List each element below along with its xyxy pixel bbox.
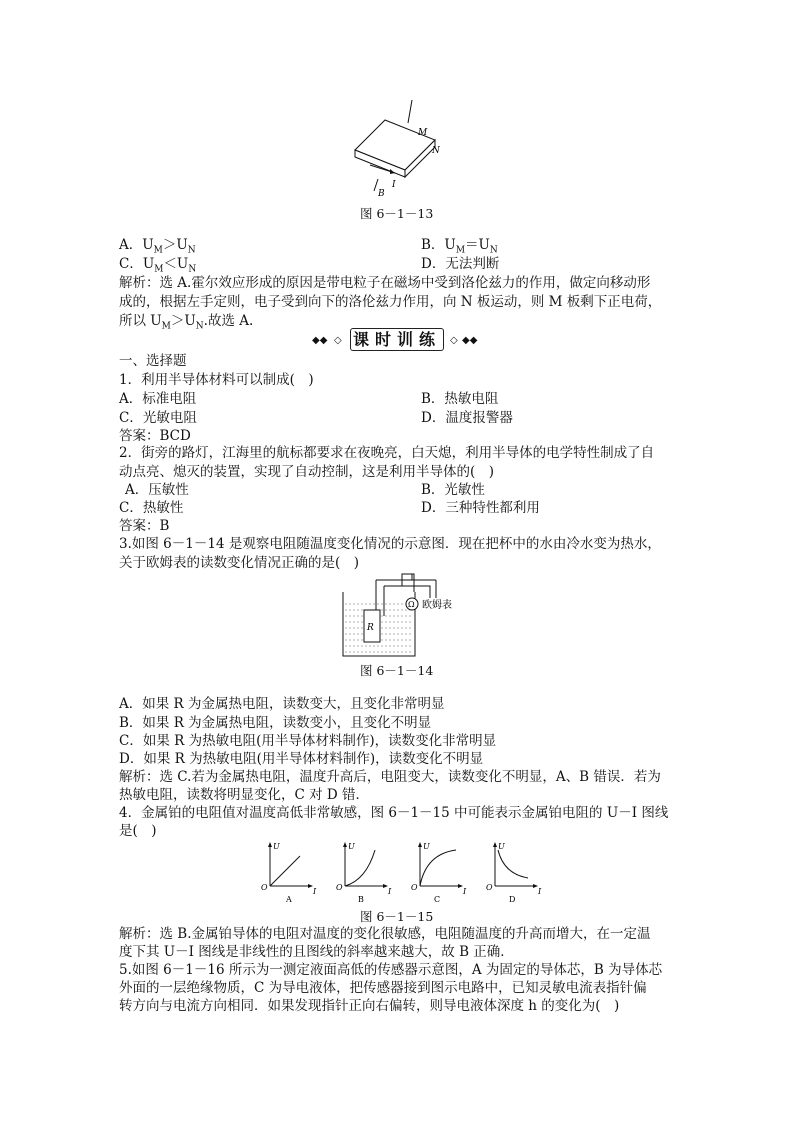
label-B: B bbox=[378, 189, 385, 199]
q3-analysis: 热敏电阻，读数将明显变化，C 对 D 错． bbox=[119, 787, 370, 803]
svg-text:I: I bbox=[538, 887, 542, 896]
label-M: M bbox=[418, 128, 428, 138]
svg-text:O: O bbox=[411, 883, 418, 892]
q2-option-b: B．光敏性 bbox=[421, 482, 485, 498]
ohmmeter-beaker-figure bbox=[340, 572, 470, 658]
resistor-label: R bbox=[367, 623, 374, 633]
svg-text:U: U bbox=[348, 842, 355, 851]
q5-stem: 转方向与电流方向相同．如果发现指针正向右偏转，则导电液体深度 h 的变化为( ) bbox=[119, 998, 620, 1014]
svg-text:U: U bbox=[498, 842, 505, 851]
ui-graphs-figure bbox=[258, 840, 548, 906]
q3-stem: 关于欧姆表的读数变化情况正确的是( ) bbox=[119, 555, 360, 571]
q1-option-d: D．温度报警器 bbox=[421, 410, 513, 426]
banner-title: 课时训练 bbox=[350, 328, 444, 351]
q2-answer: 答案：B bbox=[119, 518, 170, 534]
graph-c bbox=[411, 842, 467, 904]
figure-caption-14: 图 6－1－14 bbox=[360, 663, 434, 678]
svg-text:A: A bbox=[286, 895, 292, 904]
figure-caption-15: 图 6－1－15 bbox=[360, 909, 434, 924]
svg-text:C: C bbox=[434, 895, 441, 904]
diamond-icon: ◆◆ bbox=[312, 335, 328, 346]
label-I: I bbox=[392, 180, 396, 190]
option-b: B．$U_M=U_N$ bbox=[421, 237, 498, 256]
ohmmeter-label: 欧姆表 bbox=[422, 600, 452, 611]
q1-option-c: C．光敏电阻 bbox=[119, 410, 197, 426]
diamond-icon: ◆◆ bbox=[462, 335, 478, 346]
graph-b bbox=[336, 842, 392, 904]
q3-option-a: A．如果 R 为金属热电阻，读数变大，且变化非常明显 bbox=[119, 696, 445, 712]
svg-text:U: U bbox=[423, 842, 430, 851]
q3-option-c: C．如果 R 为热敏电阻(用半导体材料制作)，读数变化非常明显 bbox=[119, 733, 497, 749]
q2-option-d: D．三种特性都利用 bbox=[421, 500, 540, 516]
analysis-line: 所以 $U_M>U_N$.故选 A. bbox=[119, 313, 254, 332]
q4-stem: 4．金属铂的电阻值对温度高低非常敏感，图 6－1－15 中可能表示金属铂电阻的 U－I 图线 bbox=[119, 805, 669, 821]
graph-a bbox=[261, 842, 317, 904]
svg-text:O: O bbox=[261, 883, 268, 892]
figure-caption-13: 图 6－1－13 bbox=[360, 206, 434, 221]
option-a: A．$U_M>U_N$ bbox=[119, 237, 196, 256]
q5-stem: 5.如图 6－1－16 所示为一测定液面高低的传感器示意图，A 为固定的导体芯，B 为导体芯 bbox=[119, 962, 663, 978]
small-diamond-icon: ◇ bbox=[450, 335, 458, 346]
q3-option-d: D．如果 R 为热敏电阻(用半导体材料制作)，读数变化不明显 bbox=[119, 751, 484, 767]
section-title: 一、选择题 bbox=[119, 353, 187, 369]
graph-d bbox=[486, 842, 542, 904]
q2-option-c: C．热敏性 bbox=[119, 500, 184, 516]
svg-text:I: I bbox=[313, 887, 317, 896]
svg-text:B: B bbox=[358, 895, 364, 904]
q2-stem: 2．街旁的路灯，江海里的航标都要求在夜晚亮，白天熄，利用半导体的电学特性制成了自 bbox=[119, 445, 655, 461]
q1-stem: 1．利用半导体材料可以制成( ) bbox=[119, 372, 314, 388]
ohmmeter-symbol: Ω bbox=[408, 600, 415, 609]
section-banner bbox=[310, 327, 480, 351]
svg-text:D: D bbox=[509, 895, 516, 904]
q3-option-b: B．如果 R 为金属热电阻，读数变小，且变化不明显 bbox=[119, 715, 432, 731]
analysis-line: 解析：选 A.霍尔效应形成的原因是带电粒子在磁场中受到洛伦兹力的作用，做定向移动形 bbox=[119, 275, 651, 291]
q5-stem: 外面的一层绝缘物质，C 为导电液体，把传感器接到图示电路中，已知灵敏电流表指针偏 bbox=[119, 980, 647, 996]
q1-option-a: A．标准电阻 bbox=[119, 391, 197, 407]
svg-text:U: U bbox=[273, 842, 280, 851]
svg-text:O: O bbox=[336, 883, 343, 892]
option-c: C．$U_M<U_N$ bbox=[119, 256, 197, 275]
q2-stem: 动点亮、熄灭的装置，实现了自动控制，这是利用半导体的( ) bbox=[119, 464, 495, 480]
svg-text:O: O bbox=[486, 883, 493, 892]
option-d: D．无法判断 bbox=[421, 256, 500, 272]
q3-stem: 3.如图 6－1－14 是观察电阻随温度变化情况的示意图．现在把杯中的水由冷水变为热水， bbox=[119, 536, 661, 552]
q1-option-b: B．热敏电阻 bbox=[421, 391, 499, 407]
q3-analysis: 解析：选 C.若为金属热电阻，温度升高后，电阻变大，读数变化不明显，A、B 错误．若为 bbox=[119, 769, 661, 785]
analysis-line: 成的，根据左手定则，电子受到向下的洛伦兹力作用，向 N 板运动，则 M 板剩下正电荷， bbox=[119, 294, 662, 310]
label-N: N bbox=[432, 146, 440, 156]
q4-analysis: 度下其 U－I 图线是非线性的且图线的斜率越来越大，故 B 正确． bbox=[119, 944, 514, 960]
svg-text:I: I bbox=[463, 887, 467, 896]
q4-analysis: 解析：选 B.金属铂导体的电阻对温度的变化很敏感，电阻随温度的升高而增大，在一定温 bbox=[119, 926, 651, 942]
q1-answer: 答案：BCD bbox=[119, 428, 191, 444]
svg-text:I: I bbox=[388, 887, 392, 896]
q4-stem: 是( ) bbox=[119, 823, 157, 839]
small-diamond-icon: ◇ bbox=[334, 335, 342, 346]
hall-plate-figure bbox=[350, 95, 450, 203]
q2-option-a: A．压敏性 bbox=[125, 482, 189, 498]
